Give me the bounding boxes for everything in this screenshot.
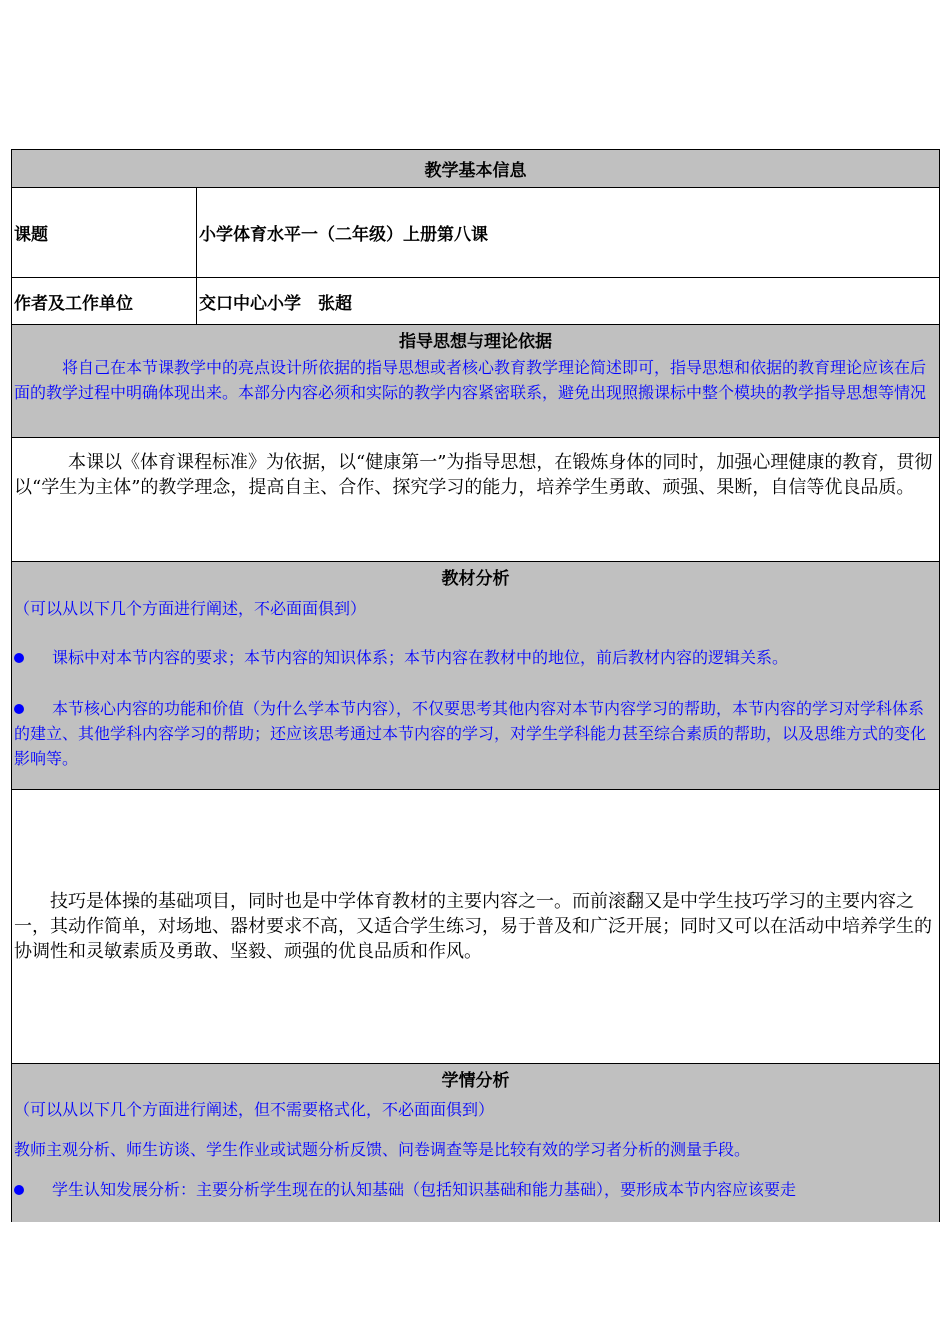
bullet-icon (14, 1185, 24, 1195)
learner-bullet-1 (14, 1177, 937, 1202)
learner-header: 学情分析 (12, 1064, 940, 1094)
author-label: 作者及工作单位 (12, 278, 197, 325)
page-bottom-margin (0, 1222, 950, 1344)
material-bullet-1 (14, 645, 937, 670)
topic-value: 小学体育水平一（二年级）上册第八课 (197, 188, 940, 278)
material-note: （可以从以下几个方面进行阐述，不必面面俱到） (14, 598, 367, 618)
guiding-content: 本课以《体育课程标准》为依据，以“健康第一”为指导思想，在锻炼身体的同时，加强心理健康的教育，贯彻以“学生为主体”的教学理念，提高自主、合作、探究学习的能力，培养学生勇敢、顽强、果断，自信等优良品质。 (14, 452, 933, 498)
material-content-cell (12, 790, 940, 1064)
bullet-icon (14, 704, 24, 714)
lesson-plan-page (11, 149, 939, 1246)
learner-bullet-1-text: 学生认知发展分析：主要分析学生现在的认知基础（包括知识基础和能力基础），要形成本节内容应该要走 (52, 1179, 797, 1199)
guiding-header: 指导思想与理论依据 (12, 325, 940, 355)
material-bullet-2-text: 本节核心内容的功能和价值（为什么学本节内容），不仅要思考其他内容对本节内容学习的帮助，本节内容的学习对学科体系的建立、其他学科内容学习的帮助；还应该思考通过本节内容的学习，对学生学科能力甚至综合素质的帮助，以及思维方式的变化影响等。 (14, 698, 927, 768)
guiding-content-cell (12, 438, 940, 562)
material-bullet-1-text: 课标中对本节内容的要求；本节内容的知识体系；本节内容在教材中的地位，前后教材内容的逻辑关系。 (52, 647, 789, 667)
learner-line-1: 教师主观分析、师生访谈、学生作业或试题分析反馈、问卷调查等是比较有效的学习者分析的测量手段。 (14, 1139, 751, 1159)
author-value: 交口中心小学 张超 (197, 278, 940, 325)
guiding-instruction-cell (12, 355, 940, 438)
material-content: 技巧是体操的基础项目，同时也是中学体育教材的主要内容之一。而前滚翻又是中学生技巧学习的主要内容之一，其动作简单，对场地、器材要求不高，又适合学生练习，易于普及和广泛开展；同时又可以在活动中培养学生的协调性和灵敏素质及勇敢、坚毅、顽强的优良品质和作风。 (14, 891, 932, 962)
lesson-plan-table (11, 149, 940, 1246)
bullet-icon (14, 653, 24, 663)
basic-info-header: 教学基本信息 (12, 150, 940, 188)
material-header: 教材分析 (12, 562, 940, 592)
learner-note: （可以从以下几个方面进行阐述，但不需要格式化，不必面面俱到） (14, 1099, 495, 1119)
material-bullet-2 (14, 696, 937, 771)
material-instruction-cell (12, 592, 940, 790)
guiding-instruction: 将自己在本节课教学中的亮点设计所依据的指导思想或者核心教育教学理论简述即可，指导思想和依据的教育理论应该在后面的教学过程中明确体现出来。本部分内容必须和实际的教学内容紧密联系，避免出现照搬课标中整个模块的教学指导思想等情况 (14, 357, 927, 402)
topic-label: 课题 (12, 188, 197, 278)
